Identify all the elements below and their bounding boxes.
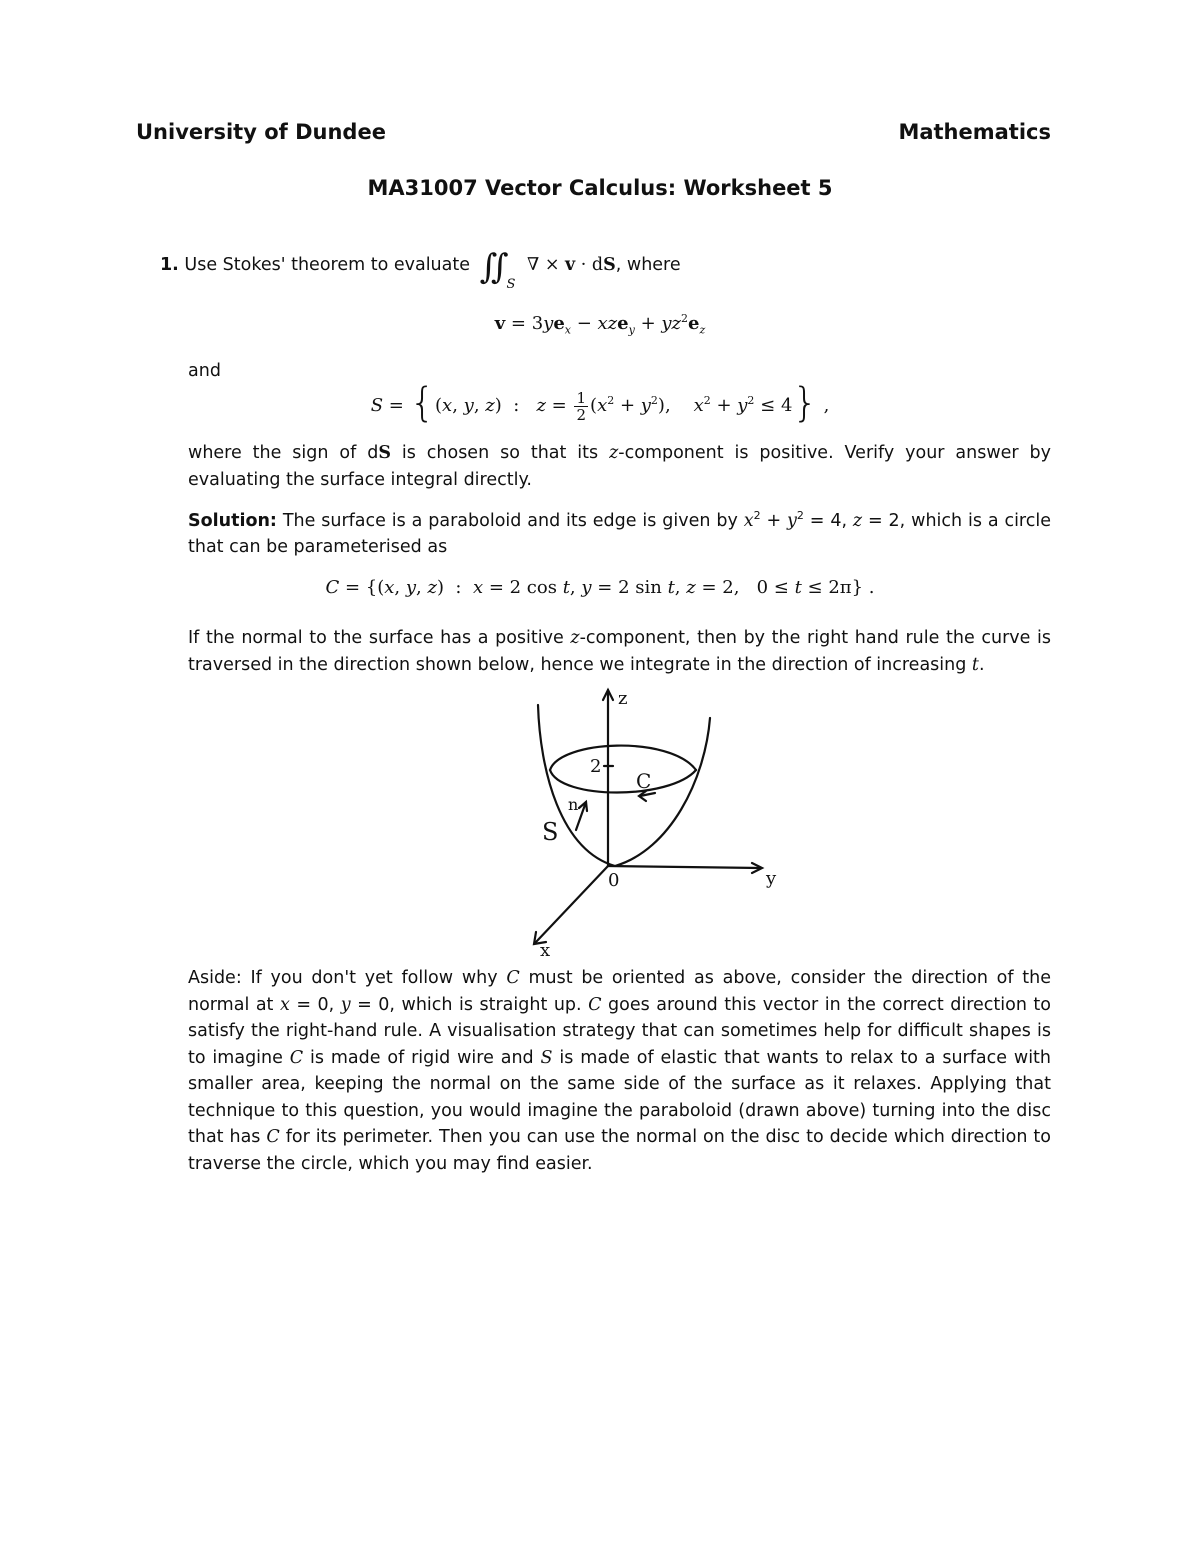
integrand: ∇ × v · dS bbox=[527, 255, 616, 275]
header-department: Mathematics bbox=[898, 120, 1051, 144]
header-university: University of Dundee bbox=[136, 120, 386, 144]
z-axis-label: z bbox=[618, 688, 628, 709]
boundary-circle-back bbox=[550, 746, 696, 770]
solution-label: Solution: bbox=[188, 510, 277, 531]
x-axis bbox=[536, 866, 608, 942]
integral-subscript: S bbox=[506, 277, 516, 292]
y-axis bbox=[608, 866, 760, 868]
boundary-circle-front bbox=[550, 770, 696, 793]
and-label: and bbox=[188, 361, 221, 381]
origin-label: 0 bbox=[608, 870, 620, 891]
question-1-statement bbox=[160, 246, 681, 292]
where-text: , where bbox=[615, 255, 681, 275]
height-label: 2 bbox=[590, 756, 602, 777]
orientation-paragraph: where the sign of dS is chosen so that its z-component is positive. Verify your answer by evaluating the surface integral directly. bbox=[188, 443, 1051, 490]
paraboloid-outline bbox=[538, 705, 710, 866]
double-integral-symbol: ∬ bbox=[479, 247, 499, 287]
x-axis-label: x bbox=[540, 940, 551, 960]
v-equation: $v = 3ye_x - xze_y + yz^2e_z$ bbox=[494, 312, 706, 337]
normal-label: n bbox=[568, 795, 579, 814]
S-definition: S = {(x, y, z) : z = $\frac{1}{2}$ $(x^2 + y^2)$, $x^2 + y^2 \le 4$} , bbox=[370, 380, 830, 426]
solution-paragraph: Solution: The surface is a paraboloid and its edge is given by $x^2 + y^2 = 4$, z = 2, which is a circle that can be parameterised as bbox=[188, 509, 1051, 558]
surface-label: S bbox=[542, 818, 559, 846]
paraboloid-diagram bbox=[520, 680, 800, 960]
question-intro: Use Stokes' theorem to evaluate bbox=[184, 255, 471, 275]
y-axis-label: y bbox=[766, 868, 777, 889]
direction-paragraph: If the normal to the surface has a positive z-component, then by the right hand rule the curve is traversed in the direction shown below, hence we integrate in the direction of increasing t. bbox=[188, 628, 1052, 675]
question-number: 1. bbox=[160, 255, 179, 275]
C-equation: C = {(x, y, z) : x = 2 cos t, y = 2 sin t, z = 2, 0 ≤ t ≤ 2π} . bbox=[325, 577, 875, 598]
curve-label: C bbox=[636, 769, 652, 793]
aside-paragraph: Aside: If you don't yet follow why C must be oriented as above, consider the direction of the normal at x = 0, y = 0, which is straight up. C goes around this vector in the correct direction to satisfy the right-hand rule. A visualisation strategy that can sometimes help for difficult shapes is to imagine C is made of rigid wire and S is made of elastic that wants to relax to a surface with smaller area, keeping the normal on the same side of the surface as it relaxes. Applying that technique to this question, you would imagine the paraboloid (drawn above) turning into the disc that has C for its perimeter. Then you can use the normal on the disc to decide which direction to traverse the circle, which you may find easier. bbox=[188, 968, 1052, 1174]
worksheet-title: MA31007 Vector Calculus: Worksheet 5 bbox=[367, 176, 833, 200]
